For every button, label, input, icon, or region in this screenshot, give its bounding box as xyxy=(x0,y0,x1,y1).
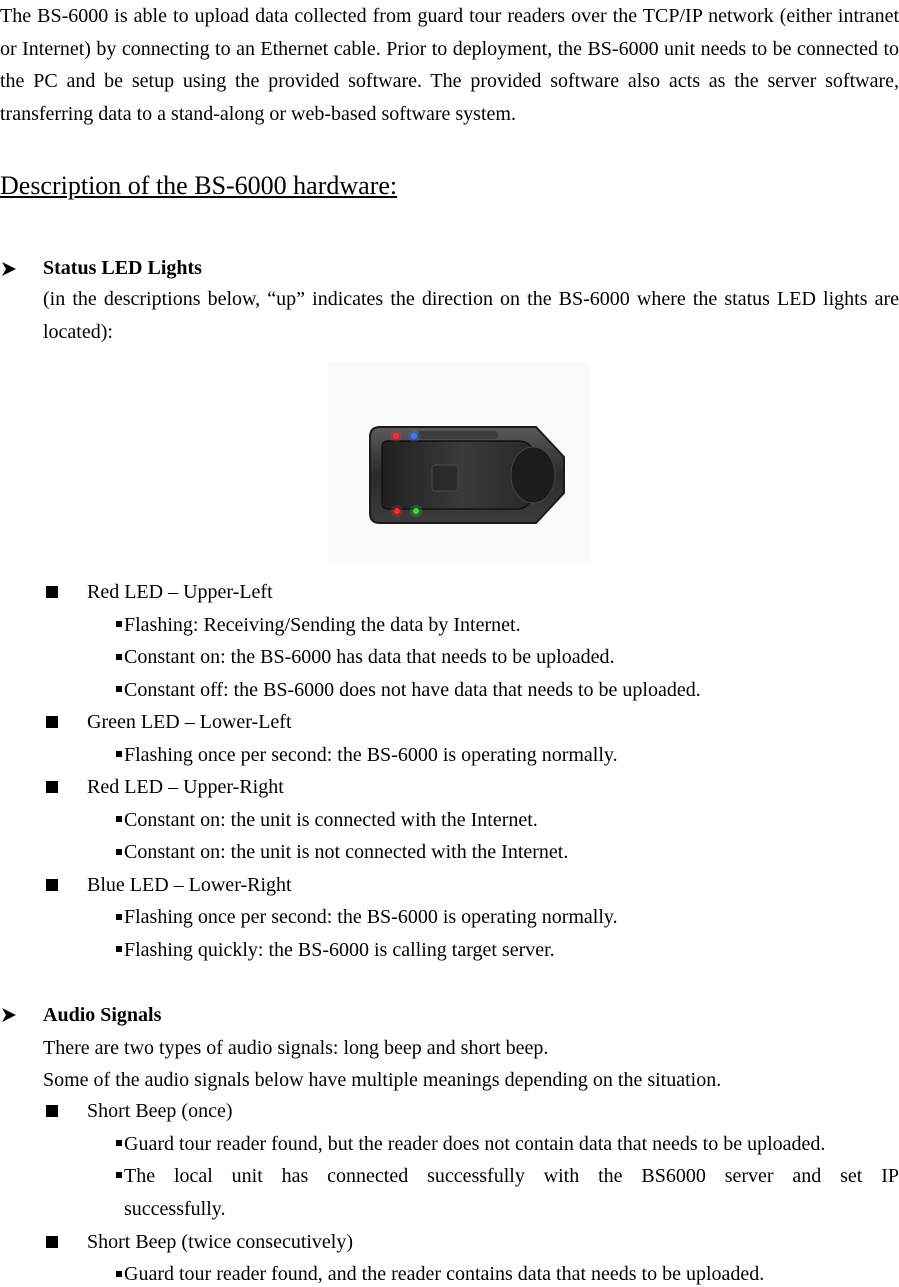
audio-item-continuation: successfully. xyxy=(124,1198,226,1220)
led-item: Constant on: the BS-6000 has data that needs to be uploaded. xyxy=(124,646,615,668)
square-bullet-icon xyxy=(46,781,58,793)
small-square-bullet-icon xyxy=(116,914,122,920)
small-square-bullet-icon xyxy=(116,686,122,692)
audio-item: The local unit has connected successfully with the BS6000 server and set IP xyxy=(124,1165,899,1187)
led-item: Constant off: the BS-6000 does not have data that needs to be uploaded. xyxy=(124,679,701,701)
intro-paragraph: The BS-6000 is able to upload data collected from guard tour readers over the TCP/IP network (either intranet or Internet) by connecting to an Ethernet cable. Prior to deployment, the BS-6000 unit needs to be connected to the PC and be setup using the provided software. The provided software also acts as the server software, transferring data to a stand-along or web-based software system. xyxy=(0,5,899,125)
audio-description-line: There are two types of audio signals: long beep and short beep. xyxy=(43,1037,549,1059)
small-square-bullet-icon xyxy=(116,849,122,855)
square-bullet-icon xyxy=(46,1105,58,1117)
square-bullet-icon xyxy=(46,879,58,891)
led-item: Constant on: the unit is not connected with the Internet. xyxy=(124,841,569,863)
led-group-label: Red LED – Upper-Left xyxy=(87,581,273,603)
small-square-bullet-icon xyxy=(116,751,122,757)
audio-signals-title: Audio Signals xyxy=(43,1004,162,1026)
bs6000-device-icon xyxy=(328,361,591,561)
status-leds-description: (in the descriptions below, “up” indicates the direction on the BS-6000 where the status LED lights are located): xyxy=(43,288,899,343)
small-square-bullet-icon xyxy=(116,816,122,822)
small-square-bullet-icon xyxy=(116,654,122,660)
audio-item: Guard tour reader found, and the reader contains data that needs to be uploaded. xyxy=(124,1263,765,1285)
small-square-bullet-icon xyxy=(116,1271,122,1277)
led-item: Flashing: Receiving/Sending the data by Internet. xyxy=(124,614,521,636)
small-square-bullet-icon xyxy=(116,1140,122,1146)
section-heading: Description of the BS-6000 hardware: xyxy=(0,171,398,200)
led-item: Flashing once per second: the BS-6000 is operating normally. xyxy=(124,906,618,928)
led-group-label: Blue LED – Lower-Right xyxy=(87,874,292,896)
audio-description-line: Some of the audio signals below have multiple meanings depending on the situation. xyxy=(43,1069,722,1091)
audio-item: Guard tour reader found, but the reader does not contain data that needs to be uploaded. xyxy=(124,1133,826,1155)
led-item: Flashing quickly: the BS-6000 is calling target server. xyxy=(124,939,555,961)
led-group-label: Red LED – Upper-Right xyxy=(87,776,284,798)
small-square-bullet-icon xyxy=(116,621,122,627)
small-square-bullet-icon xyxy=(116,1172,122,1178)
device-photo xyxy=(328,361,591,561)
square-bullet-icon xyxy=(46,716,58,728)
arrow-bullet-icon xyxy=(0,260,18,278)
audio-group-label: Short Beep (twice consecutively) xyxy=(87,1231,354,1253)
arrow-bullet-icon xyxy=(0,1006,18,1024)
audio-group-label: Short Beep (once) xyxy=(87,1100,233,1122)
square-bullet-icon xyxy=(46,586,58,598)
square-bullet-icon xyxy=(46,1236,58,1248)
status-leds-title: Status LED Lights xyxy=(43,257,202,279)
small-square-bullet-icon xyxy=(116,946,122,952)
led-item: Flashing once per second: the BS-6000 is operating normally. xyxy=(124,744,618,766)
led-group-label: Green LED – Lower-Left xyxy=(87,711,292,733)
led-item: Constant on: the unit is connected with the Internet. xyxy=(124,809,538,831)
